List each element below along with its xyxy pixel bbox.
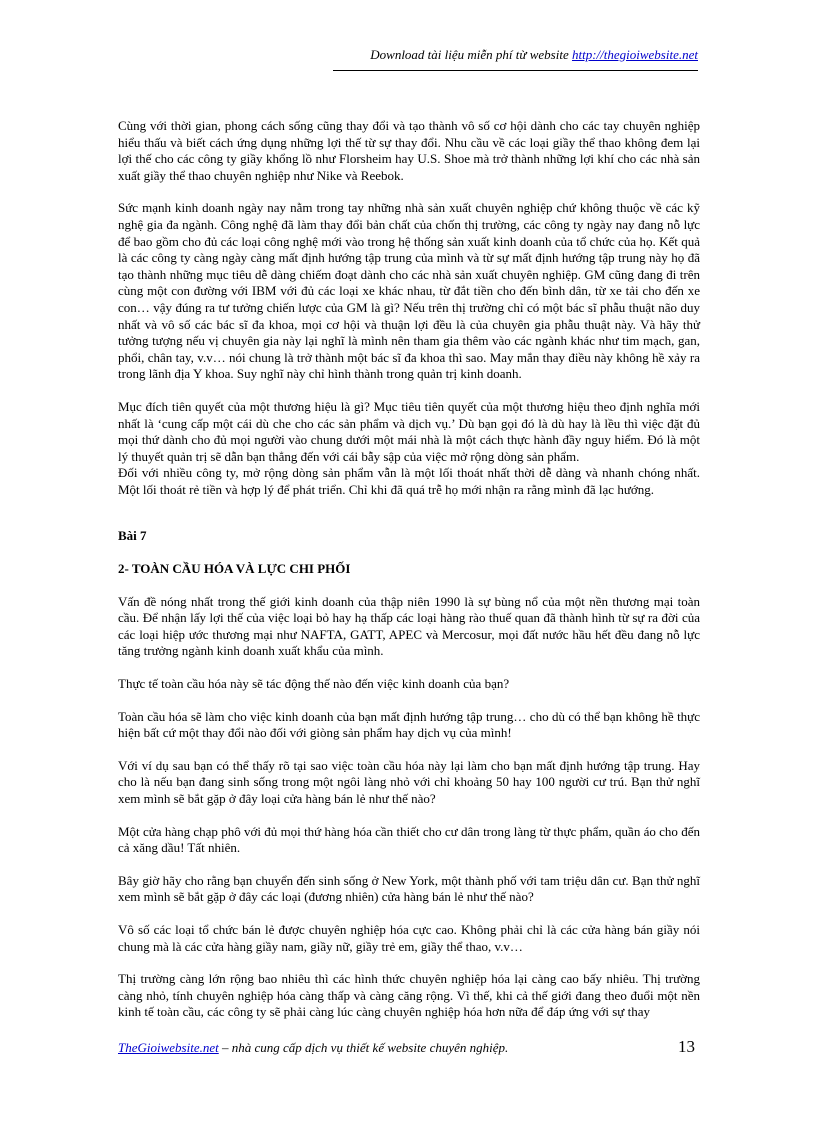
page-footer <box>118 1040 508 1056</box>
paragraph: Với ví dụ sau bạn có thể thấy rõ tại sao việc toàn cầu hóa này lại làm cho bạn mất định hướng tập trung. Hay cho là nếu bạn đang sinh sống trong một ngôi làng nhỏ với chỉ khoảng 50 hay 100 người cư trú. Bạn thử nghĩ xem mình sẽ bắt gặp ở đây loại cửa hàng bán lẻ như thế nào? <box>118 757 700 806</box>
paragraph: Cùng với thời gian, phong cách sống cũng thay đổi và tạo thành vô số cơ hội dành cho các tay chuyên nghiệp hiểu thấu và biết cách ứng dụng những lợi thế từ sự thay đổi. Nhu cầu về các loại giầy thể thao không đem lại lợi thế cho các công ty giầy khổng lồ như Florsheim hay U.S. Shoe mà trở thành những lợi khí cho các nhà sản xuất giầy thể thao chuyên nghiệp như Nike và Reebok. <box>118 118 700 183</box>
footer-tagline: – nhà cung cấp dịch vụ thiết kế website chuyên nghiệp. <box>218 1040 509 1055</box>
header-link[interactable]: http://thegioiwebsite.net <box>571 47 698 62</box>
header-divider <box>333 70 698 71</box>
paragraph: Sức mạnh kinh doanh ngày nay nằm trong tay những nhà sản xuất chuyên nghiệp chứ không thuộc về các kỹ nghệ gia đa ngành. Công nghệ đã làm thay đổi bản chất của chốn thị trường, các công ty ngày nay đang nỗ lực để bao gồm cho đủ các loại công nghệ mới vào trong hệ thống sản xuất kinh doanh của tổ chức của họ. Kết quả là các công ty càng ngày càng mất định hướng tập trung của mình và từ sự mất định hướng tập trung này họ đã tạo thành những mục tiêu dễ dàng chiếm đoạt dành cho các nhà sản xuất chuyên nghiệp. GM cũng đang đi trên cùng một con đường với IBM với đủ các loại xe khác nhau, từ đắt tiền cho đến bình dân, từ xe tải cho đến xe con… vậy đúng ra tư tưởng chiến lược của GM là gì? Nếu trên thị trường chỉ có một bác sĩ phẫu thuật não duy nhất và vô số các bác sĩ đa khoa, mọi cơ hội và thuận lợi đều là của chuyên gia phẫu thuật này. Và hãy thử tưởng tượng nếu vị chuyên gia này lại nghĩ là mình nên tham gia thêm vào các ngành khác như tim mạch, gan, phổi, chân tay, v.v… nói chung là trở thành một bác sĩ đa khoa thì sao. May mắn thay điều này không hề xảy ra trong lãnh địa Y khoa. Suy nghĩ này chỉ hình thành trong quản trị kinh doanh. <box>118 200 700 382</box>
paragraph: Vấn đề nóng nhất trong thế giới kinh doanh của thập niên 1990 là sự bùng nổ của một nền thương mại toàn cầu. Để nhận lấy lợi thế của việc loại bỏ hay hạ thấp các loại hàng rào thuế quan đã thành hình từ sự ra đời của các loại hiệp ước thương mại như NAFTA, GATT, APEC và Mercosur, mọi đất nước hầu hết đều đang nỗ lực tăng trưởng ngành kinh doanh xuất khẩu của mình. <box>118 593 700 659</box>
lesson-label: Bài 7 <box>118 528 147 544</box>
header-text: Download tài liệu miễn phí từ website <box>370 47 572 62</box>
paragraph: Bây giờ hãy cho rằng bạn chuyển đến sinh sống ở New York, một thành phố với tam triệu dân cư. Bạn thử nghĩ xem mình sẽ bắt gặp ở đây các loại (đương nhiên) cửa hàng bán lẻ như thế nào? <box>118 872 700 905</box>
paragraph: Toàn cầu hóa sẽ làm cho việc kinh doanh của bạn mất định hướng tập trung… cho dù có thể bạn không hề thực hiện bất cứ một thay đổi nào đối với giòng sản phẩm hay dịch vụ của mình! <box>118 708 700 741</box>
paragraph: Một cửa hàng chạp phô với đủ mọi thứ hàng hóa cần thiết cho cư dân trong làng từ thực phẩm, quần áo cho đến cả xăng dầu! Tất nhiên. <box>118 823 700 856</box>
paragraph: Thị trường càng lớn rộng bao nhiêu thì các hình thức chuyên nghiệp hóa lại càng cao bấy nhiêu. Thị trường càng nhỏ, tính chuyên nghiệp hóa càng thấp và càng căng rộng. Vì thế, khi cả thế giới đang theo đuổi một nền kinh tế toàn cầu, các công ty sẽ phải càng lúc càng chuyên nghiệp hóa hơn nữa để đáp ứng với sự thay <box>118 971 700 1020</box>
paragraph: Mục đích tiên quyết của một thương hiệu là gì? Mục tiêu tiên quyết của một thương hiệu theo định nghĩa mới nhất là ‘cung cấp một cái dù che cho các sản phẩm và dịch vụ.’ Dù bạn gọi đó là dù hay là lều thì việc đặt đủ mọi thứ dành cho đủ mọi người vào chung dưới một mái nhà là một cách thực hành đầy nguy hiểm. Đó là một lý thuyết quản trị sẽ dẫn bạn thẳng đến với cái bẫy sập của việc mở rộng dòng sản phẩm. <box>118 398 700 464</box>
document-body <box>118 118 700 1021</box>
section-title: 2- TOÀN CẦU HÓA VÀ LỰC CHI PHỐI <box>118 561 351 577</box>
section-heading <box>118 528 700 577</box>
page-header <box>120 47 698 63</box>
paragraph: Đối với nhiều công ty, mở rộng dòng sản phẩm vẫn là một lối thoát nhất thời dễ dàng và nhanh chóng nhất. Một lối thoát rẻ tiền và hợp lý để phát triển. Chỉ khi đã quá trễ họ mới nhận ra rằng mình đã lạc hướng. <box>118 465 700 497</box>
paragraph: Thực tế toàn cầu hóa này sẽ tác động thế nào đến việc kinh doanh của bạn? <box>118 676 510 692</box>
page-number: 13 <box>678 1037 695 1056</box>
footer-site-link[interactable]: TheGioiwebsite.net <box>118 1040 219 1055</box>
paragraph: Vô số các loại tổ chức bán lẻ được chuyên nghiệp hóa cực cao. Không phải chỉ là các cửa hàng bán giầy nói chung mà là các cửa hàng giầy nam, giầy nữ, giầy trẻ em, giầy thể thao, v.v… <box>118 921 700 954</box>
